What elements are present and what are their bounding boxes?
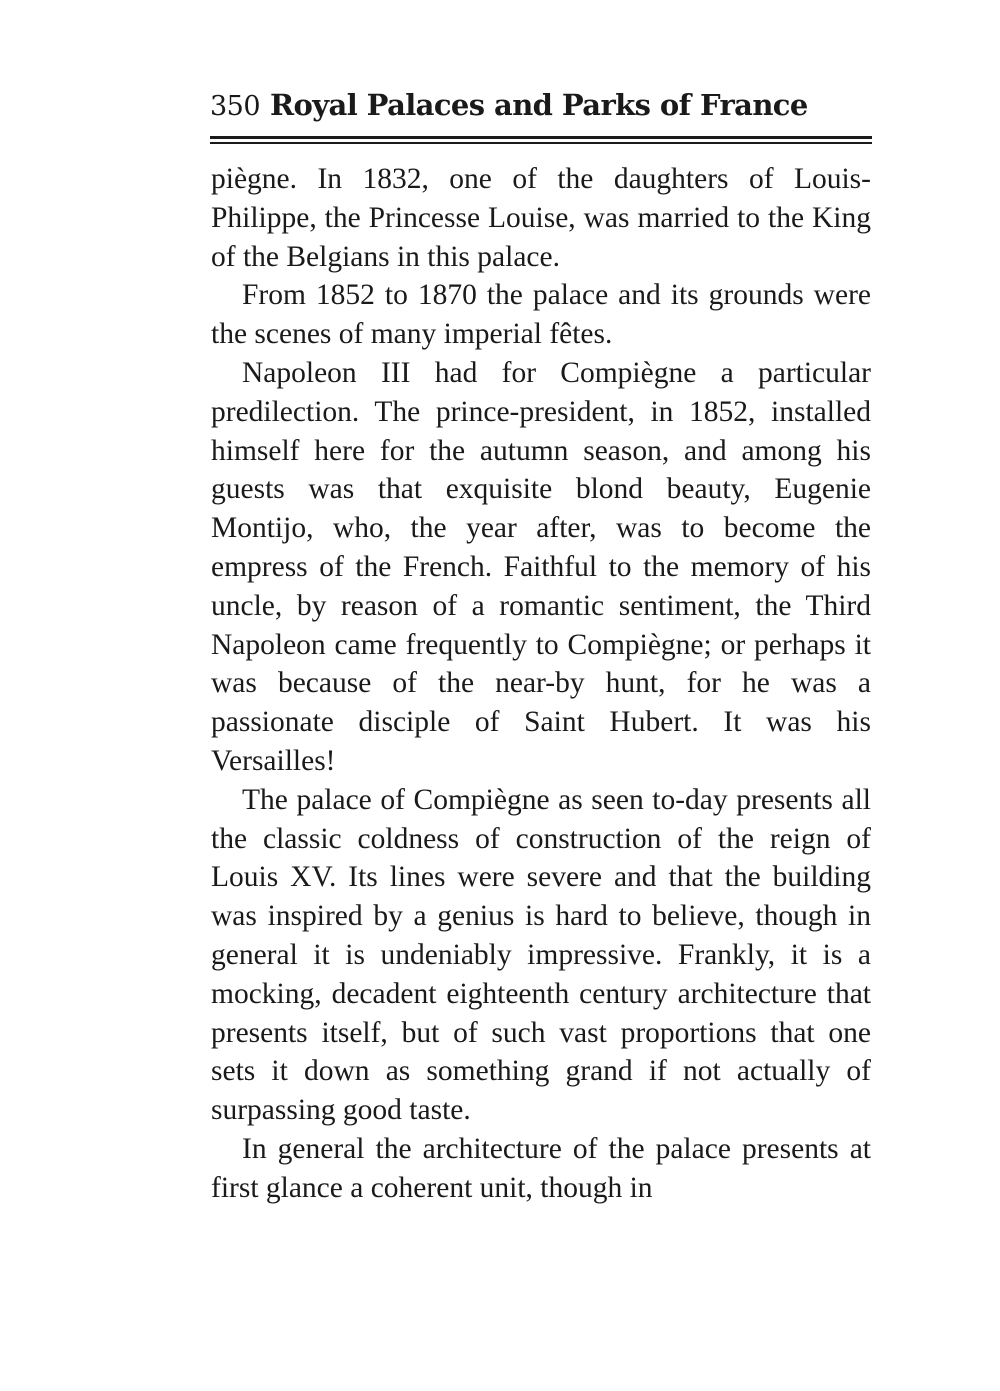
header-rule-thin (210, 142, 872, 144)
running-header (210, 88, 872, 128)
paragraph-imperial-fetes: From 1852 to 1870 the palace and its grounds were the scenes of many imperial fêtes. (211, 279, 871, 351)
paragraph-architecture: In general the architecture of the palace presents at first glance a coherent unit, though in (211, 1132, 871, 1204)
paragraph-palace-today: The palace of Compiègne as seen to-day presents all the classic coldness of construction of the reign of Louis XV. Its lines were severe and that the building was inspired by a genius is hard to believe, though in general it is undeniably impressive. Frankly, it is a mocking, decadent eighteenth century architecture that presents itself, but of such vast proportions that one sets it down as something grand if not actually of surpassing good taste. (211, 783, 871, 1127)
page-number: 350 (210, 91, 261, 122)
paragraph-continued: piègne. In 1832, one of the daughters of Louis-Philippe, the Princesse Louise, was married to the King of the Belgians in this palace. (211, 163, 871, 273)
paragraph-napoleon-iii: Napoleon III had for Compiègne a particular predilection. The prince-president, in 1852, installed himself here for the autumn season, and among his guests was that exquisite blond beauty, Eugenie Montijo, who, the year after, was to become the empress of the French. Faithful to the memory of his uncle, by reason of a romantic sentiment, the Third Napoleon came frequently to Compiègne; or perhaps it was because of the near-by hunt, for he was a passionate disciple of Saint Hubert. It was his Versailles! (211, 356, 871, 777)
running-title: Royal Palaces and Parks of France (270, 88, 808, 122)
header-rule-thick (210, 136, 872, 139)
header-double-rule (210, 136, 872, 144)
body-text (211, 160, 871, 1208)
